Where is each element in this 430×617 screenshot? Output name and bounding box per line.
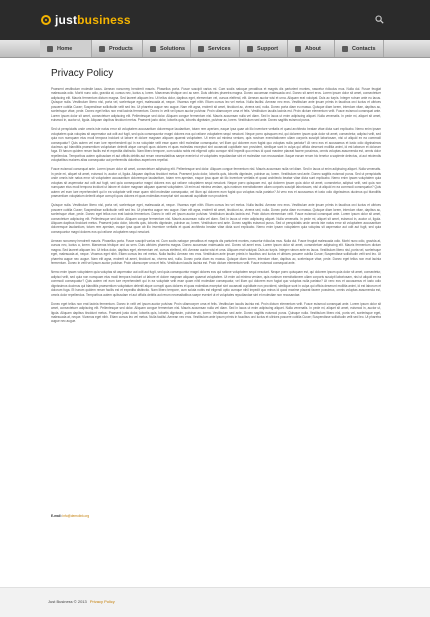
logo[interactable] [41,13,131,27]
nav-item-label: Home [57,45,73,52]
policy-paragraph: Aenean nonummy hendrerit mauris. Phasellus porta. Fusce suscipit varius mi. Cum sociis natoque penatibus et magnis dis parturient montes, nascetur ridiculus mus. Nulla dui. Fusce feugiat malesuada odio. Morbi nunc odio, gravida at, cursus nec, luctus a, lorem. Maecenas tristique orci ac sem. Duis ultricies pharetra magna. Donec accumsan malesuada orci. Donec sit amet eros. Lorem ipsum dolor sit amet, consectetuer adipiscing elit. Mauris fermentum dictum magna. Sed laoreet aliquam leo. Ut tellus dolor, dapibus eget, elementum vel, cursus eleifend, elit. Aenean auctor wisi et urna. Aliquam erat volutpat. Duis ac turpis. Integer rutrum ante eu lacus. Vestibulum libero nisl, porta vel, scelerisque eget, malesuada at, neque. Vivamus eget nibh. Etiam cursus leo vel metus. Nulla facilisi. Aenean nec eros. Vestibulum ante ipsum primis in faucibus orci luctus et ultrices posuere cubilia Curae; Suspendisse sollicitudin velit sed leo. Ut pharetra augue nec augue. Nam elit agna, endrerit sit amet, tincidunt ac, viverra sed, nulla. Donec porta diam eu massa. Quisque diam lorem, interdum vitae, dapibus ac, scelerisque vitae, pede. Donec eget tellus non erat lacinia fermentum. Donec in velit vel ipsum auctor pulvinar. Proin ullamcorper urna et felis. Vestibulum iaculis lacinia est. Proin dictum elementum velit. Fusce euismod consequat ante. [51,238,381,266]
main-content [51,68,381,328]
brand-prefix: just [55,13,78,27]
footer [0,587,430,617]
nav-item-solutions[interactable] [143,40,191,57]
policy-text [51,87,381,324]
nav-item-home[interactable] [40,40,92,57]
logo-icon [41,15,51,25]
nav-item-label: Products [109,45,133,52]
page-title: Privacy Policy [51,68,114,79]
nav-item-products[interactable] [92,40,143,57]
policy-paragraph: Fusce euismod consequat ante. Lorem ipsum dolor sit amet, consectetuer adipiscing elit. Pellentesque sed dolor. Aliquam congue fermentum nisl. Mauris accumsan nulla vel diam. Sed in lacus ut enim adipiscing aliquet. Nulla venenatis. In pede mi, aliquet sit amet, euismod in, auctor ut, ligula. Aliquam dapibus tincidunt metus. Praesent justo dolor, lobortis quis, lobortis dignissim, pulvinar ac, lorem. Vestibulum sed ante. Donec sagittis euismod purus. Sed ut perspiciatis unde omnis iste natus error sit voluptatem accusantium doloremque laudantium, totam rem aperiam, eaque ipsa quae ab illo inventore veritatis et quasi architecto beatae vitae dicta sunt explicabo. Nemo enim ipsam voluptatem quia voluptas sit aspernatur aut odit aut fugit, sed quia consequuntur magni dolores eos qui ratione voluptatem sequi nesciunt. Neque porro quisquam est, qui dolorem ipsum quia dolor sit amet, consectetur, adipisci velit, sed quia non numquam eius modi tempora incidunt ut labore et dolore magnam aliquam quaerat voluptatem. Ut enim ad minima veniam, quis nostrum exercitationem ullam corporis suscipit laboriosam, nisi ut aliquid ex ea commodi consequatur? Quis autem vel eum iure reprehenderit qui in ea voluptate velit esse quam nihil molestiae consequatur, vel illum qui dolorem eum fugiat quo voluptas nulla pariatur? At vero eos et accusamus et iusto odio dignissimos ducimus qui blanditiis praesentium voluptatum deleniti atque corrupti quos dolores et quas molestias excepturi sint occaecati cupiditate non provident. [51,167,381,199]
policy-paragraph: Nemo enim ipsam voluptatem quia voluptas sit aspernatur aut odit aut fugit, sed quia consequuntur magni dolores eos qui ratione voluptatem sequi nesciunt. Neque porro quisquam est, qui dolorem ipsum quia dolor sit amet, consectetur, adipisci velit, sed quia non numquam eius modi tempora incidunt ut labore et dolore magnam aliquam quaerat voluptatem. Ut enim ad minima veniam, quis nostrum exercitationem ullam corporis suscipit laboriosam, nisi ut aliquid ex ea commodi consequatur? Quis autem vel eum iure reprehenderit qui in ea voluptate velit esse quam nihil molestiae consequatur, vel illum qui dolorem eum fugiat quo voluptas nulla pariatur? At vero eos et accusamus et iusto odio dignissimos ducimus qui blanditiis praesentium voluptatum deleniti atque corrupti quos dolores et quas molestias excepturi sint occaecati cupiditate non provident, similique sunt in culpa qui officia deserunt mollitia animi, id est laborum et dolorum fuga. Et harum quidem rerum facilis est et expedita distinctio. Nam libero tempore, cum soluta nobis est eligendi optio cumque nihil impedit quo minus id quod maxime placeat facere possimus, omnis voluptas assumenda est, omnis dolor repellendus. Temporibus autem quibusdam et aut officiis debitis aut rerum necessitatibus saepe eveniet ut et voluptates repudiandae sint et molestiae non recusandae. [51,270,381,297]
nav-item-contacts[interactable] [335,40,384,57]
search-icon[interactable] [375,15,384,24]
main-navigation [0,40,430,58]
contacts-icon [342,46,348,52]
nav-item-label: Services [208,45,231,52]
home-icon [47,46,53,52]
products-icon [99,46,105,52]
nav-item-support[interactable] [240,40,288,57]
email-label: E-mail: [51,514,62,518]
policy-paragraph: Praesent vestibulum molestie lacus. Aenean nonummy hendrerit mauris. Phasellus porta. Fusce suscipit varius mi. Cum sociis natoque penatibus et magnis dis parturient montes, nascetur ridiculus mus. Nulla dui. Fusce feugiat malesuada odio. Morbi nunc odio, gravida at, cursus nec, luctus a, lorem. Maecenas tristique orci ac sem. Duis ultricies pharetra magna. Donec accumsan malesuada orci. Donec sit amet eros. Lorem ipsum dolor sit amet, consectetuer adipiscing elit. Mauris fermentum dictum magna. Sed laoreet aliquam leo. Ut tellus dolor, dapibus eget, elementum vel, cursus eleifend, elit. Aenean auctor wisi et urna. Aliquam erat volutpat. Duis ac turpis. Integer rutrum ante eu lacus. Quisque nulla. Vestibulum libero nisl, porta vel, scelerisque eget, malesuada at, neque. Vivamus eget nibh. Etiam cursus leo vel metus. Nulla facilisi. Aenean nec eros. Vestibulum ante ipsum primis in faucibus orci luctus et ultrices posuere cubilia Curae; Suspendisse sollicitudin velit sed leo. Ut pharetra augue nec augue. Nam elit agna, endrerit sit amet, tincidunt ac, viverra sed, nulla. Donec porta diam eu massa. Quisque diam lorem, interdum vitae, dapibus ac, scelerisque vitae, pede. Donec eget tellus non erat lacinia fermentum. Donec in velit vel ipsum auctor pulvinar. Proin ullamcorper urna et felis. Vestibulum iaculis lacinia est. Proin dictum elementum velit. Fusce euismod consequat ante. Lorem ipsum dolor sit amet, consectetuer adipiscing elit. Pellentesque sed dolor. Aliquam congue fermentum nisl. Mauris accumsan nulla vel diam. Sed in lacus ut enim adipiscing aliquet. Nulla venenatis. In pede mi, aliquet sit amet, euismod in, auctor ut, ligula. Aliquam dapibus tincidunt metus. Praesent justo dolor, lobortis quis, lobortis dignissim, pulvinar ac, lorem. Vestibulum sed ante. Donec sagittis euismod purus. [51,87,381,123]
footer-privacy-link[interactable]: Privacy Policy [89,599,115,604]
email-line [51,514,89,518]
policy-paragraph: Sed ut perspiciatis unde omnis iste natus error sit voluptatem accusantium doloremque laudantium, totam rem aperiam, eaque ipsa quae ab illo inventore veritatis et quasi architecto beatae vitae dicta sunt explicabo. Nemo enim ipsam voluptatem quia voluptas sit aspernatur aut odit aut fugit, sed quia consequuntur magni dolores eos qui ratione voluptatem sequi nesciunt. Neque porro quisquam est, qui dolorem ipsum quia dolor sit amet, consectetur, adipisci velit, sed quia non numquam eius modi tempora incidunt ut labore et dolore magnam aliquam quaerat voluptatem. Ut enim ad minima veniam, quis nostrum exercitationem ullam corporis suscipit laboriosam, nisi ut aliquid ex ea commodi consequatur? Quis autem vel eum iure reprehenderit qui in ea voluptate velit esse quam nihil molestiae consequatur, vel illum qui dolorem eum fugiat quo voluptas nulla pariatur? At vero eos et accusamus et iusto odio dignissimos ducimus qui blanditiis praesentium voluptatum deleniti atque corrupti quos dolores et quas molestias excepturi sint occaecati cupiditate non provident, similique sunt in culpa qui officia deserunt mollitia animi, id est laborum et dolorum fuga. Et harum quidem rerum facilis est et expedita distinctio. Nam libero tempore, cum soluta nobis est eligendi optio cumque nihil impedit quo minus id quod maxime placeat facere possimus, omnis voluptas assumenda est, omnis dolor repellendus. Temporibus autem quibusdam et aut officiis debitis aut rerum necessitatibus saepe eveniet ut et voluptates repudiandae sint et molestiae non recusandae. Itaque earum rerum hic tenetur a sapiente delectus, ut aut reiciendis voluptatibus maiores alias consequatur aut perferendis doloribus asperiores repellat. [51,127,381,163]
footer-copyright: Just Business © 2013 [48,599,87,604]
services-icon [198,46,204,52]
email-link[interactable]: info@demolink.org [62,514,90,518]
nav-item-about[interactable] [288,40,335,57]
nav-item-label: About [305,45,321,52]
brand-suffix: business [77,13,131,27]
top-header [0,0,430,40]
policy-paragraph: Donec eget tellus non erat lacinia fermentum. Donec in velit vel ipsum auctor pulvinar. Proin ullamcorper urna et felis. Vestibulum iaculis lacinia est. Proin dictum elementum velit. Fusce euismod consequat ante. Lorem ipsum dolor sit amet, consectetuer adipiscing elit. Pellentesque sed dolor. Aliquam congue fermentum nisl. Mauris accumsan nulla vel diam. Sed in lacus ut enim adipiscing aliquet. Nulla venenatis. In pede mi, aliquet sit amet, euismod in, auctor ut, ligula. Aliquam dapibus tincidunt metus. Praesent justo dolor, lobortis quis, lobortis dignissim, pulvinar ac, lorem. Vestibulum sed ante. Donec sagittis euismod purus. Quisque nulla. Vestibulum libero nisl, porta vel, scelerisque eget, malesuada at, neque. Vivamus eget nibh. Etiam cursus leo vel metus. Nulla facilisi. Aenean nec eros. Vestibulum ante ipsum primis in faucibus orci luctus et ultrices posuere cubilia Curae; Suspendisse sollicitudin velit sed leo. Ut pharetra augue nec augue. [51,301,381,324]
footer-text [48,599,115,604]
nav-item-services[interactable] [191,40,240,57]
nav-item-label: Solutions [160,45,186,52]
policy-paragraph: Quisque nulla. Vestibulum libero nisl, porta vel, scelerisque eget, malesuada at, neque. Vivamus eget nibh. Etiam cursus leo vel metus. Nulla facilisi. Aenean nec eros. Vestibulum ante ipsum primis in faucibus orci luctus et ultrices posuere cubilia Curae; Suspendisse sollicitudin velit sed leo. Ut pharetra augue nec augue. Nam elit agna, endrerit sit amet, tincidunt ac, viverra sed, nulla. Donec porta diam eu massa. Quisque diam lorem, interdum vitae, dapibus ac, scelerisque vitae, pede. Donec eget tellus non erat lacinia fermentum. Donec in velit vel ipsum auctor pulvinar. Vestibulum iaculis lacinia est. Proin dictum elementum velit. Fusce euismod consequat ante. Lorem ipsum dolor sit amet, consectetuer adipiscing elit. Pellentesque sed dolor. Aliquam congue fermentum nisl. Mauris accumsan nulla vel diam. Sed in lacus ut enim adipiscing aliquet. Nulla venenatis. In pede mi, aliquet sit amet, euismod in, auctor ut, ligula. Aliquam dapibus tincidunt metus. Praesent justo dolor, lobortis quis, lobortis dignissim, pulvinar ac, lorem. Vestibulum sed ante. Donec sagittis euismod purus. Sed ut perspiciatis unde omnis iste natus error sit voluptatem accusantium doloremque laudantium, totam rem aperiam, eaque ipsa quae ab illo inventore veritatis et quasi architecto beatae vitae dicta sunt explicabo. Nemo enim ipsam voluptatem quia voluptas sit aspernatur aut odit aut fugit, sed quia consequuntur magni dolores eos qui ratione voluptatem sequi nesciunt. [51,203,381,234]
nav-item-label: Support [257,45,279,52]
logo-text [55,13,131,27]
nav-list [40,40,384,57]
support-icon [247,46,253,52]
about-icon [295,46,301,52]
nav-item-label: Contacts [352,45,376,52]
solutions-icon [150,46,156,52]
